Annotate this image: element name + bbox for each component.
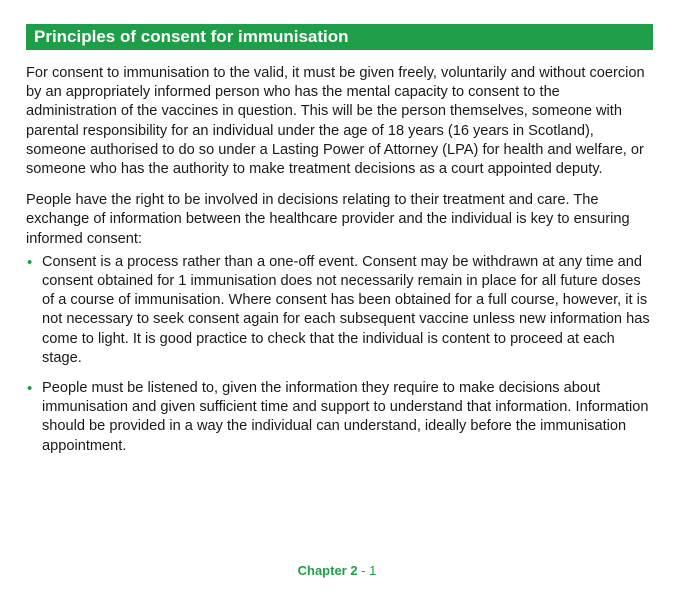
paragraph-consent-validity: For consent to immunisation to the valid, it must be given freely, voluntarily and without coercion by an appropriately informed person who has the mental capacity to consent to the administration of the vaccines in question. This will be the person themselves, someone with parental responsibility for an individual under the age of 18 years (16 years in Scotland), someone authorised to do so under a Lasting Power of Attorney (LPA) for health and welfare, or someone who has the authority to make treatment decisions as a court appointed deputy. [26,65,645,178]
page-footer [0,563,674,579]
list-item [26,253,654,368]
section-title: Principles of consent for immunisation [34,27,349,46]
bullet-icon: • [27,253,33,271]
bullet-list [26,253,654,456]
bullet-text: Consent is a process rather than a one-off event. Consent may be withdrawn at any time and consent obtained for 1 immunisation does not necessarily remain in place for all future doses of a course of immunisation. Where consent has been obtained for a full course, however, it is not necessary to seek consent again for each subsequent vaccine unless new information has come to light. It is good practice to check that the individual is content to proceed at each stage. [42,253,650,366]
section-header-bar [26,24,653,50]
chapter-label: Chapter 2 [297,563,358,578]
list-item [26,379,654,456]
bullet-text: People must be listened to, given the information they require to make decisions about immunisation and given sufficient time and support to understand that information. Information should be provided in a way the individual can understand, ideally before the immunisation appointment. [42,380,649,454]
footer-separator: - [357,563,370,578]
body-content [26,64,654,467]
paragraph-right-to-be-involved: People have the right to be involved in decisions relating to their treatment and care. The exchange of information between the healthcare provider and the individual is key to ensuring informed consent: [26,192,630,247]
bullet-icon: • [27,380,33,398]
page-number: 1 [369,563,377,578]
